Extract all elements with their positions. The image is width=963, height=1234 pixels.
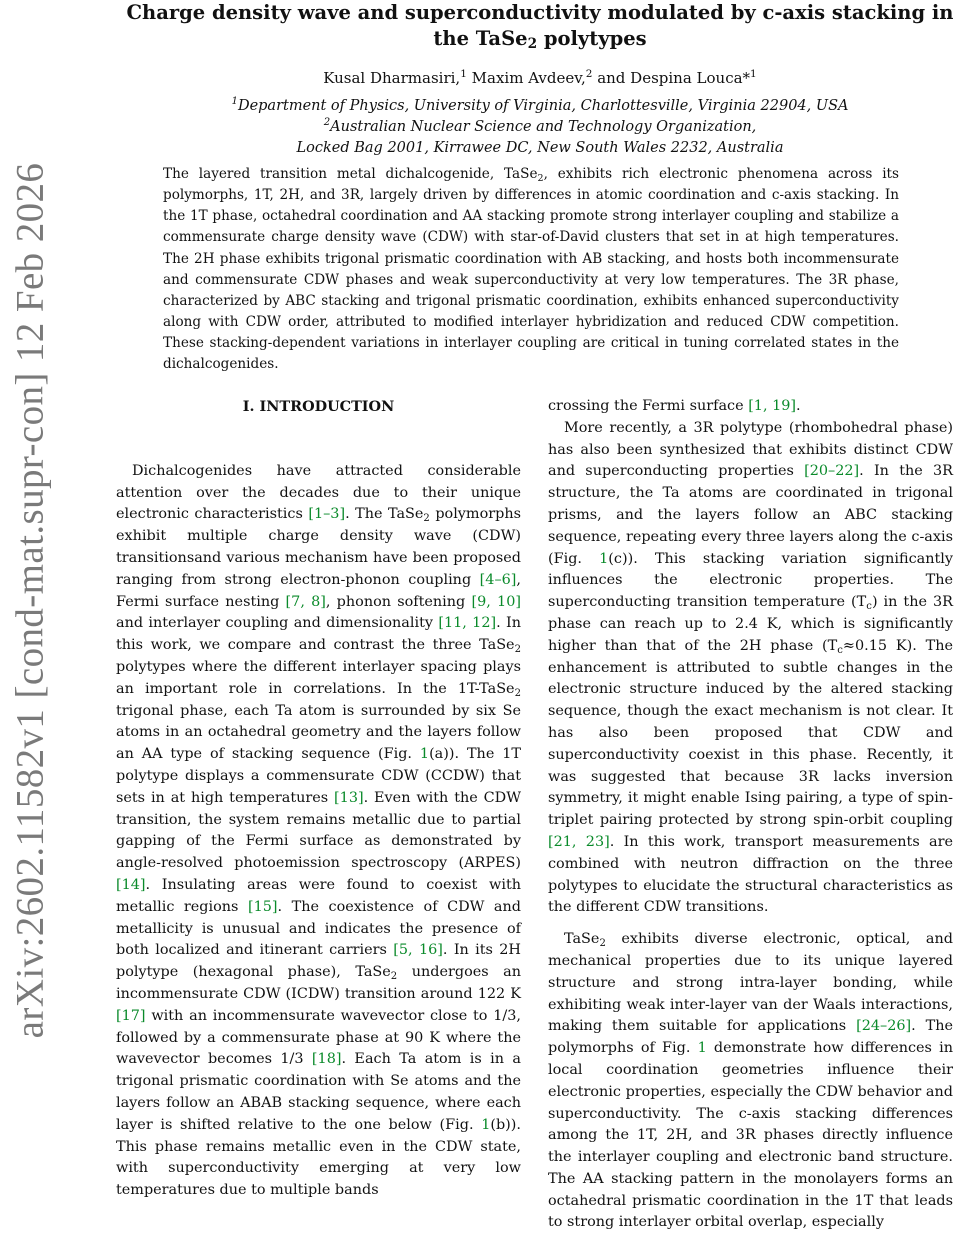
citation-link[interactable]: [20–22]: [804, 463, 860, 480]
abstract: The layered transition metal dichalcogenide, TaSe$_2$, exhibits rich electronic phenomena across its polymorphs, 1T, 2H, and 3R, largely driven by differences in atomic coordination and c-axis stacking. In the 1T phase, octahedral coordination and AA stacking promote strong interlayer coupling and stabilize a commensurate charge density wave (CDW) with star-of-David clusters that set in at high temperatures. The 2H phase exhibits trigonal prismatic coordination with AB stacking, and hosts both incommensurate and commensurate CDW phases and weak superconductivity at very low temperatures. The 3R phase, characterized by ABC stacking and trigonal prismatic coordination, exhibits enhanced superconductivity along with CDW order, attributed to modified interlayer hybridization and reduced CDW competition. These stacking-dependent variations in interlayer coupling are critical in tuning correlated states in the dichalcogenides.: [163, 166, 899, 373]
left-column: [116, 396, 521, 1202]
citation-link[interactable]: [15]: [247, 898, 278, 915]
intro-paragraph-2: More recently, a 3R polytype (rhombohedral phase) has also been synthesized that exhibits distinct CDW and superconducting properties [20–22]. In the 3R structure, the Ta atoms are coordinated in trigonal prisms, and the layers follow an ABC stacking sequence, repeating every three layers along the c-axis (Fig. 1(c)). This stacking variation significantly influences the electronic properties. The superconducting transition temperature $(T_c)$ in the 3R phase can reach up to 2.4 K, which is significantly higher than that of the 2H phase ($T_c\approx 0.15$ K). The enhancement is attributed to subtle changes in the electronic structure induced by the altered stacking sequence, though the exact mechanism is not clear. It has also been proposed that CDW and superconductivity coexist in this phase. Recently, it was suggested that because 3R lacks inversion symmetry, it might enable Ising pairing, a type of spin-triplet pairing protected by strong spin-orbit coupling [21, 23]. In this work, transport measurements are combined with neutron diffraction on the three polytypes to elucidate the structural characteristics as the different CDW transitions.: [548, 419, 954, 916]
citation-link[interactable]: [11, 12]: [438, 615, 497, 632]
citation-link[interactable]: [4–6]: [479, 571, 517, 588]
intro-paragraph-3: TaSe$_2$ exhibits diverse electronic, optical, and mechanical properties due to its unique layered structure and strong intra-layer bonding, while exhibiting weak inter-layer van der Waals interactions, making them suitable for applications [24–26]. The polymorphs of Fig. 1 demonstrate how differences in local coordination geometries influence their electronic properties, especially the CDW behavior and superconductivity. The c-axis stacking differences among the 1T, 2H, and 3R phases directly influence the interlayer coupling and electronic band structure. The AA stacking pattern in the monolayers forms an octahedral prismatic coordination in the 1T that leads to strong interlayer orbital overlap, especially: [548, 931, 953, 1231]
citation-link[interactable]: [14]: [116, 876, 146, 893]
figure-link[interactable]: 1: [419, 746, 430, 763]
affiliation-1: $^1$Department of Physics, University of Virginia, Charlottesville, Virginia 22904, USA: [231, 96, 849, 114]
figure-link[interactable]: 1: [599, 550, 609, 567]
section-heading-introduction: I. INTRODUCTION: [242, 398, 395, 415]
author-1: Kusal Dharmasiri,: [323, 69, 461, 87]
citation-link[interactable]: [13]: [334, 789, 364, 806]
citation-link[interactable]: [17]: [116, 1007, 146, 1024]
affiliations: [100, 96, 963, 159]
citation-link[interactable]: [1–3]: [308, 506, 346, 523]
intro-paragraph-1: Dichalcogenides have attracted considerable attention over the decades due to their unique electronic characteristics [1–3]. The TaSe$_2$ polymorphs exhibit multiple charge density wave (CDW) transitionsand various mechanism have been proposed ranging from strong electron-phonon coupling [4–6], Fermi surface nesting [7, 8], phonon softening [9, 10] and interlayer coupling and dimensionality [11, 12]. In this work, we compare and contrast the three TaSe$_2$ polytypes where the different interlayer spacing plays an important role in correlations. In the 1T-TaSe$_2$ trigonal phase, each Ta atom is surrounded by six Se atoms in an octahedral geometry and the layers follow an AA type of stacking sequence (Fig. 1(a)). The 1T polytype displays a commensurate CDW (CCDW) that sets in at high temperatures [13]. Even with the CDW transition, the system remains metallic due to partial gapping of the Fermi surface as demonstrated by angle-resolved photoemission spectroscopy (ARPES) [14]. Insulating areas were found to coexist with metallic regions [15]. The coexistence of CDW and metallicity is unusual and indicates the presence of both localized and itinerant carriers [5, 16]. In its 2H polytype (hexagonal phase), TaSe$_2$ undergoes an incommensurate CDW (ICDW) transition around 122 K [17] with an incommensurate wavevector close to 1/3, followed by a commensurate phase at 90 K where the wavevector becomes 1/3 [18]. Each Ta atom is in a trigonal prismatic coordination with Se atoms and the layers follow an ABAB stacking sequence, where each layer is shifted relative to the one below (Fig. 1(b)). This phase remains metallic even in the CDW state, with superconductivity emerging at very low temperatures due to multiple bands: [116, 462, 521, 1199]
affiliation-2-address: Locked Bag 2001, Kirrawee DC, New South Wales 2232, Australia: [296, 140, 784, 156]
affiliation-2: $^2$Australian Nuclear Science and Technology Organization,: [323, 117, 757, 135]
citation-link[interactable]: [1, 19]: [748, 398, 797, 414]
citation-link[interactable]: [9, 10]: [471, 593, 521, 610]
arxiv-identifier: arXiv:2602.11582v1 [cond-mat.supr-con] 12 Feb 2026: [8, 162, 52, 1038]
intro-paragraph-1-continued: crossing the Fermi surface [1, 19].: [548, 398, 801, 414]
citation-link[interactable]: [24–26]: [856, 1018, 912, 1035]
citation-link[interactable]: [21, 23]: [548, 833, 610, 850]
figure-link[interactable]: 1: [697, 1040, 707, 1057]
right-column: [548, 396, 953, 1234]
paper-title: Charge density wave and superconductivity modulated by c-axis stacking in the TaSe$_2$ polytypes: [126, 1, 954, 52]
author-list: Kusal Dharmasiri,$^1$ Maxim Avdeev,$^2$ and Despina Louca*$^1$: [323, 68, 757, 87]
author-3: and Despina Louca*: [592, 69, 751, 87]
citation-link[interactable]: [5, 16]: [393, 942, 443, 959]
figure-link[interactable]: 1: [481, 1116, 491, 1133]
citation-link[interactable]: [18]: [311, 1051, 342, 1068]
author-2: Maxim Avdeev,: [466, 69, 586, 87]
arxiv-identifier-stamp: [0, 0, 60, 1200]
citation-link[interactable]: [7, 8]: [285, 593, 326, 610]
